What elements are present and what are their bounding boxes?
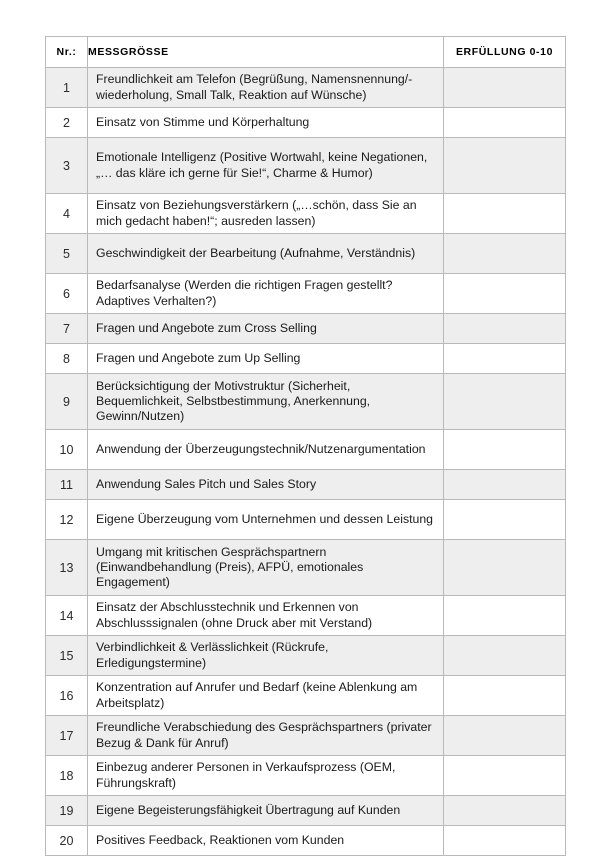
row-score-field[interactable] bbox=[444, 756, 566, 796]
row-number: 19 bbox=[46, 796, 88, 826]
table-row bbox=[46, 68, 566, 108]
row-number: 11 bbox=[46, 470, 88, 500]
row-score-field[interactable] bbox=[444, 68, 566, 108]
table-row bbox=[46, 500, 566, 540]
row-criterion-text: Verbindlichkeit & Verlässlichkeit (Rückrufe, Erledigungstermine) bbox=[88, 636, 444, 676]
row-criterion-text: Einsatz der Abschlusstechnik und Erkennen von Abschlusssignalen (ohne Druck aber mit Verstand) bbox=[88, 596, 444, 636]
table-row bbox=[46, 374, 566, 430]
row-criterion-text: Positives Feedback, Reaktionen vom Kunden bbox=[88, 826, 444, 856]
row-score-field[interactable] bbox=[444, 636, 566, 676]
table-row bbox=[46, 756, 566, 796]
row-number: 12 bbox=[46, 500, 88, 540]
row-criterion-text: Emotionale Intelligenz (Positive Wortwahl, keine Negationen, „… das kläre ich gerne für Sie!“, Charme & Humor) bbox=[88, 138, 444, 194]
table-row bbox=[46, 108, 566, 138]
row-score-field[interactable] bbox=[444, 314, 566, 344]
row-number: 8 bbox=[46, 344, 88, 374]
row-criterion-text: Einsatz von Stimme und Körperhaltung bbox=[88, 108, 444, 138]
row-score-field[interactable] bbox=[444, 108, 566, 138]
row-score-field[interactable] bbox=[444, 826, 566, 856]
row-criterion-text: Anwendung der Überzeugungstechnik/Nutzenargumentation bbox=[88, 430, 444, 470]
checklist-table bbox=[45, 36, 566, 856]
row-criterion-text: Berücksichtigung der Motivstruktur (Sicherheit, Bequemlichkeit, Selbstbestimmung, Anerkennung, Gewinn/Nutzen) bbox=[88, 374, 444, 430]
column-header-nr: Nr.: bbox=[46, 37, 88, 68]
table-row bbox=[46, 796, 566, 826]
row-number: 1 bbox=[46, 68, 88, 108]
row-number: 5 bbox=[46, 234, 88, 274]
row-criterion-text: Eigene Begeisterungsfähigkeit Übertragung auf Kunden bbox=[88, 796, 444, 826]
table-row bbox=[46, 314, 566, 344]
table-header-row bbox=[46, 37, 566, 68]
row-score-field[interactable] bbox=[444, 796, 566, 826]
row-score-field[interactable] bbox=[444, 500, 566, 540]
row-score-field[interactable] bbox=[444, 430, 566, 470]
row-number: 2 bbox=[46, 108, 88, 138]
row-score-field[interactable] bbox=[444, 374, 566, 430]
row-criterion-text: Freundliche Verabschiedung des Gesprächspartners (privater Bezug & Dank für Anruf) bbox=[88, 716, 444, 756]
row-criterion-text: Freundlichkeit am Telefon (Begrüßung, Namensnennung/-wiederholung, Small Talk, Reaktion auf Wünsche) bbox=[88, 68, 444, 108]
table-row bbox=[46, 194, 566, 234]
row-number: 10 bbox=[46, 430, 88, 470]
row-criterion-text: Anwendung Sales Pitch und Sales Story bbox=[88, 470, 444, 500]
row-score-field[interactable] bbox=[444, 138, 566, 194]
row-number: 17 bbox=[46, 716, 88, 756]
row-score-field[interactable] bbox=[444, 274, 566, 314]
row-number: 18 bbox=[46, 756, 88, 796]
row-score-field[interactable] bbox=[444, 596, 566, 636]
row-number: 9 bbox=[46, 374, 88, 430]
row-score-field[interactable] bbox=[444, 540, 566, 596]
table-row bbox=[46, 826, 566, 856]
table-row bbox=[46, 234, 566, 274]
table-row bbox=[46, 470, 566, 500]
table-header bbox=[46, 37, 566, 68]
row-criterion-text: Bedarfsanalyse (Werden die richtigen Fragen gestellt? Adaptives Verhalten?) bbox=[88, 274, 444, 314]
column-header-erfuellung: ERFÜLLUNG 0-10 bbox=[444, 37, 566, 68]
table-row bbox=[46, 274, 566, 314]
row-criterion-text: Einbezug anderer Personen in Verkaufsprozess (OEM, Führungskraft) bbox=[88, 756, 444, 796]
column-header-messgroesse: MESSGRÖSSE bbox=[88, 37, 444, 68]
table-row bbox=[46, 344, 566, 374]
table-row bbox=[46, 636, 566, 676]
table-row bbox=[46, 716, 566, 756]
row-score-field[interactable] bbox=[444, 676, 566, 716]
row-score-field[interactable] bbox=[444, 194, 566, 234]
row-number: 16 bbox=[46, 676, 88, 716]
table-row bbox=[46, 540, 566, 596]
row-criterion-text: Eigene Überzeugung vom Unternehmen und dessen Leistung bbox=[88, 500, 444, 540]
row-number: 6 bbox=[46, 274, 88, 314]
row-score-field[interactable] bbox=[444, 716, 566, 756]
row-criterion-text: Fragen und Angebote zum Cross Selling bbox=[88, 314, 444, 344]
table-row bbox=[46, 138, 566, 194]
row-number: 14 bbox=[46, 596, 88, 636]
row-criterion-text: Geschwindigkeit der Bearbeitung (Aufnahme, Verständnis) bbox=[88, 234, 444, 274]
row-number: 13 bbox=[46, 540, 88, 596]
row-number: 20 bbox=[46, 826, 88, 856]
checklist-table-container bbox=[45, 36, 565, 856]
row-criterion-text: Fragen und Angebote zum Up Selling bbox=[88, 344, 444, 374]
row-number: 7 bbox=[46, 314, 88, 344]
row-number: 4 bbox=[46, 194, 88, 234]
table-row bbox=[46, 430, 566, 470]
row-criterion-text: Umgang mit kritischen Gesprächspartnern (Einwandbehandlung (Preis), AFPÜ, emotionales Engagement) bbox=[88, 540, 444, 596]
row-criterion-text: Konzentration auf Anrufer und Bedarf (keine Ablenkung am Arbeitsplatz) bbox=[88, 676, 444, 716]
row-score-field[interactable] bbox=[444, 344, 566, 374]
table-row bbox=[46, 596, 566, 636]
row-score-field[interactable] bbox=[444, 234, 566, 274]
table-row bbox=[46, 676, 566, 716]
row-number: 15 bbox=[46, 636, 88, 676]
row-criterion-text: Einsatz von Beziehungsverstärkern („…schön, dass Sie an mich gedacht haben!“; ausreden lassen) bbox=[88, 194, 444, 234]
row-number: 3 bbox=[46, 138, 88, 194]
table-body bbox=[46, 68, 566, 856]
row-score-field[interactable] bbox=[444, 470, 566, 500]
